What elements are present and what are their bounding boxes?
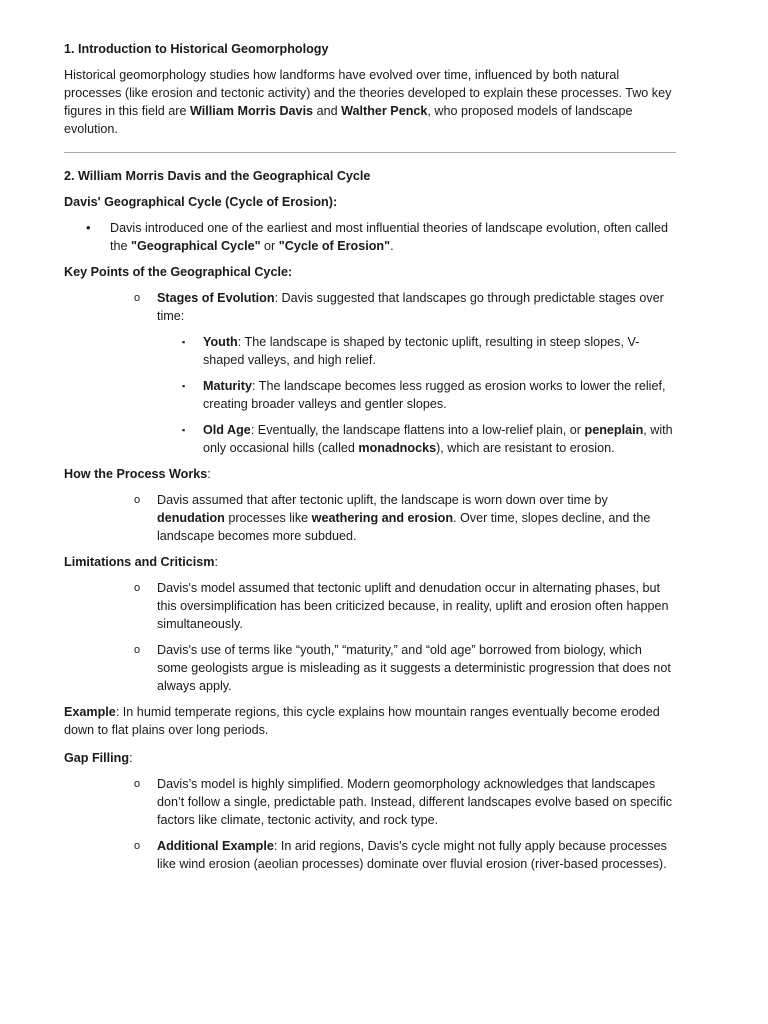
text-run: Limitations and Criticism xyxy=(64,555,215,569)
bullet-circle-icon: o xyxy=(134,292,141,304)
process-heading xyxy=(64,465,676,483)
section-1-heading: 1. Introduction to Historical Geomorphology xyxy=(64,42,329,56)
bullet-square-icon: ▪ xyxy=(182,381,186,391)
bullet-circle-icon: o xyxy=(134,494,141,506)
bold-label: Old Age xyxy=(203,423,251,437)
text-run: : The landscape becomes less rugged as erosion works to lower the relief, creating broader valleys and gentler slopes. xyxy=(203,379,666,411)
example-paragraph xyxy=(64,703,676,739)
list-item xyxy=(64,289,676,325)
text-run: Gap Filling xyxy=(64,751,130,765)
text-run: processes like xyxy=(224,511,312,525)
text-run: and xyxy=(313,104,342,118)
text-run: Davis assumed that after tectonic uplift, the landscape is worn down over time by xyxy=(157,493,608,507)
text-run: How the Process Works xyxy=(64,467,208,481)
bold-label: Additional Example xyxy=(157,839,274,853)
bullet-dot-icon: • xyxy=(86,220,91,235)
text-run: : xyxy=(129,751,133,765)
list-item xyxy=(64,775,676,829)
text-run: : Davis suggested that landscapes go through predictable stages over time: xyxy=(157,291,664,323)
text-run: Davis's use of terms like “youth,” “maturity,” and “old age” borrowed from biology, which some geologists argue is misleading as it suggests a deterministic progression that does not always apply. xyxy=(157,643,671,693)
text-run: Historical geomorphology studies how landforms have evolved over time, influenced by both natural processes (like erosion and tectonic activity) and the theories developed to explain these processes. Two key figures in this field are xyxy=(64,68,672,118)
bold-name-penck: Walther Penck xyxy=(341,104,428,118)
text-run: : Eventually, the landscape flattens into a low-relief plain, or xyxy=(250,423,585,437)
document-content xyxy=(64,40,676,881)
list-item xyxy=(64,491,676,545)
bullet-square-icon: ▪ xyxy=(182,337,186,347)
text-run: Davis’s model is highly simplified. Modern geomorphology acknowledges that landscapes don’t follow a single, predictable path. Instead, different landscapes evolve based on specific factors like climate, tectonic activity, and rock type. xyxy=(157,777,673,827)
key-points-heading: Key Points of the Geographical Cycle: xyxy=(64,265,293,279)
text-run: : In humid temperate regions, this cycle explains how mountain ranges eventually become eroded down to flat plains over long periods. xyxy=(64,705,660,737)
text-run: . xyxy=(390,239,394,253)
bullet-circle-icon: o xyxy=(134,582,141,594)
bold-label: Youth xyxy=(203,335,238,349)
text-run: : xyxy=(207,467,211,481)
section-1-paragraph xyxy=(64,66,676,138)
text-run: , who proposed models of landscape evolution. xyxy=(64,104,633,136)
list-item xyxy=(64,641,676,695)
bold-name-davis: William Morris Davis xyxy=(190,104,314,118)
limitations-heading xyxy=(64,553,676,571)
horizontal-divider xyxy=(64,152,676,153)
text-run: : The landscape is shaped by tectonic uplift, resulting in steep slopes, V-shaped valleys, and high relief. xyxy=(203,335,640,367)
text-run: , with only occasional hills (called xyxy=(203,423,673,455)
bullet-circle-icon: o xyxy=(134,778,141,790)
text-run: Davis's model assumed that tectonic uplift and denudation occur in alternating phases, but this oversimplification has been criticized because, in reality, uplift and erosion often happen simultaneously. xyxy=(157,581,669,631)
section-2-heading: 2. William Morris Davis and the Geographical Cycle xyxy=(64,169,371,183)
bold-term: "Geographical Cycle" xyxy=(131,239,261,253)
text-run: Davis introduced one of the earliest and most influential theories of landscape evolution, often called the xyxy=(110,221,668,253)
bullet-circle-icon: o xyxy=(134,840,141,852)
bold-term: peneplain xyxy=(584,423,644,437)
bold-term: denudation xyxy=(157,511,225,525)
bold-term: monadnocks xyxy=(358,441,437,455)
gap-filling-heading xyxy=(64,749,676,767)
bullet-circle-icon: o xyxy=(134,644,141,656)
bold-label: Stages of Evolution xyxy=(157,291,275,305)
text-run: or xyxy=(260,239,279,253)
text-run: ), which are resistant to erosion. xyxy=(436,441,615,455)
list-item xyxy=(64,421,676,457)
list-item xyxy=(64,579,676,633)
list-item xyxy=(64,333,676,369)
text-run: . Over time, slopes decline, and the landscape becomes more subdued. xyxy=(157,511,651,543)
bold-label: Example xyxy=(64,705,116,719)
cycle-heading: Davis' Geographical Cycle (Cycle of Erosion): xyxy=(64,195,338,209)
bold-term: "Cycle of Erosion" xyxy=(278,239,391,253)
text-run: : In arid regions, Davis's cycle might not fully apply because processes like wind erosion (aeolian processes) dominate over fluvial erosion (river-based processes). xyxy=(157,839,667,871)
list-item xyxy=(64,837,676,873)
text-run: : xyxy=(214,555,218,569)
list-item xyxy=(64,377,676,413)
bold-term: weathering and erosion xyxy=(311,511,454,525)
list-item xyxy=(64,219,676,255)
bold-label: Maturity xyxy=(203,379,252,393)
bullet-square-icon: ▪ xyxy=(182,425,186,435)
